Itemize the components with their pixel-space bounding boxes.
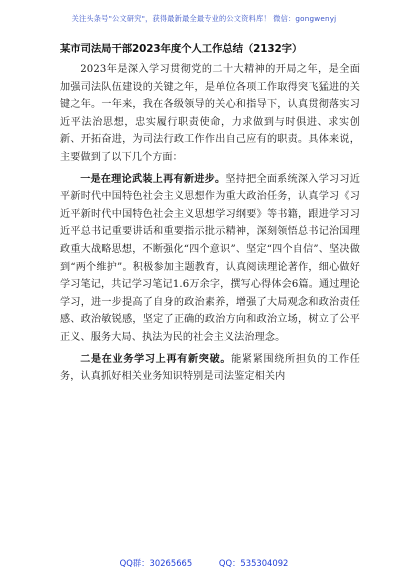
paragraph-text: 2023年是深入学习贯彻党的二十大精神的开局之年，是全面加强司法队伍建设的关键之年，是单位各项工作取得突飞猛进的关键之年。一年来，我在各级领导的关心和指导下，认真贯彻落实习近平法治思想，忠实履行职责使命，力求做到与时俱进、求实创新、开拓奋进，为司法行政工作作出自己应有的职责。具体来说，主要做到了以下几个方面： — [60, 64, 360, 163]
paragraph-business — [60, 351, 360, 386]
document-body — [60, 40, 360, 386]
footer-qq-group: QQ群：30265665 — [119, 558, 193, 568]
paragraph-lead: 二是在业务学习上再有新突破。 — [80, 353, 232, 365]
paragraph-theory — [60, 171, 360, 347]
paragraph-intro — [60, 61, 360, 167]
paragraph-text: 能紧紧围绕所担负的工作任务，认真抓好相关业务知识特别是司法鉴定相关内 — [60, 353, 360, 383]
footer-qq: QQ：535304092 — [218, 558, 289, 568]
paragraph-text: 坚持把全面系统深入学习习近平新时代中国特色社会主义思想作为重大政治任务，认真学习《习近平新时代中国特色社会主义思想学习纲要》等书籍，跟进学习习近平总书记重要讲话和重要指示批示精神，深刻领悟总书记治国理政重大战略思想，不断强化“四个意识”、坚定“四个自信”、坚决做到“两个维护”。积极参加主题教育，认真阅读理论著作，细心做好学习笔记，共记学习笔记1.6万余字，撰写心得体会6篇。通过理论学习，进一步提高了自身的政治素养，增强了大局观念和政治责任感、政治敏锐感，坚定了正确的政治方向和政治立场，树立了公平正义、服务大局、执法为民的社会主义法治理念。 — [60, 173, 360, 343]
header-banner: 关注头条号"公文研究"，获得最新最全最专业的公文资料库！ 微信：gongwenyj — [71, 14, 337, 23]
document-title: 某市司法局干部2023年度个人工作总结（2132字） — [60, 43, 303, 55]
footer-banner — [0, 557, 408, 569]
paragraph-lead: 一是在理论武装上再有新进步。 — [80, 173, 226, 185]
